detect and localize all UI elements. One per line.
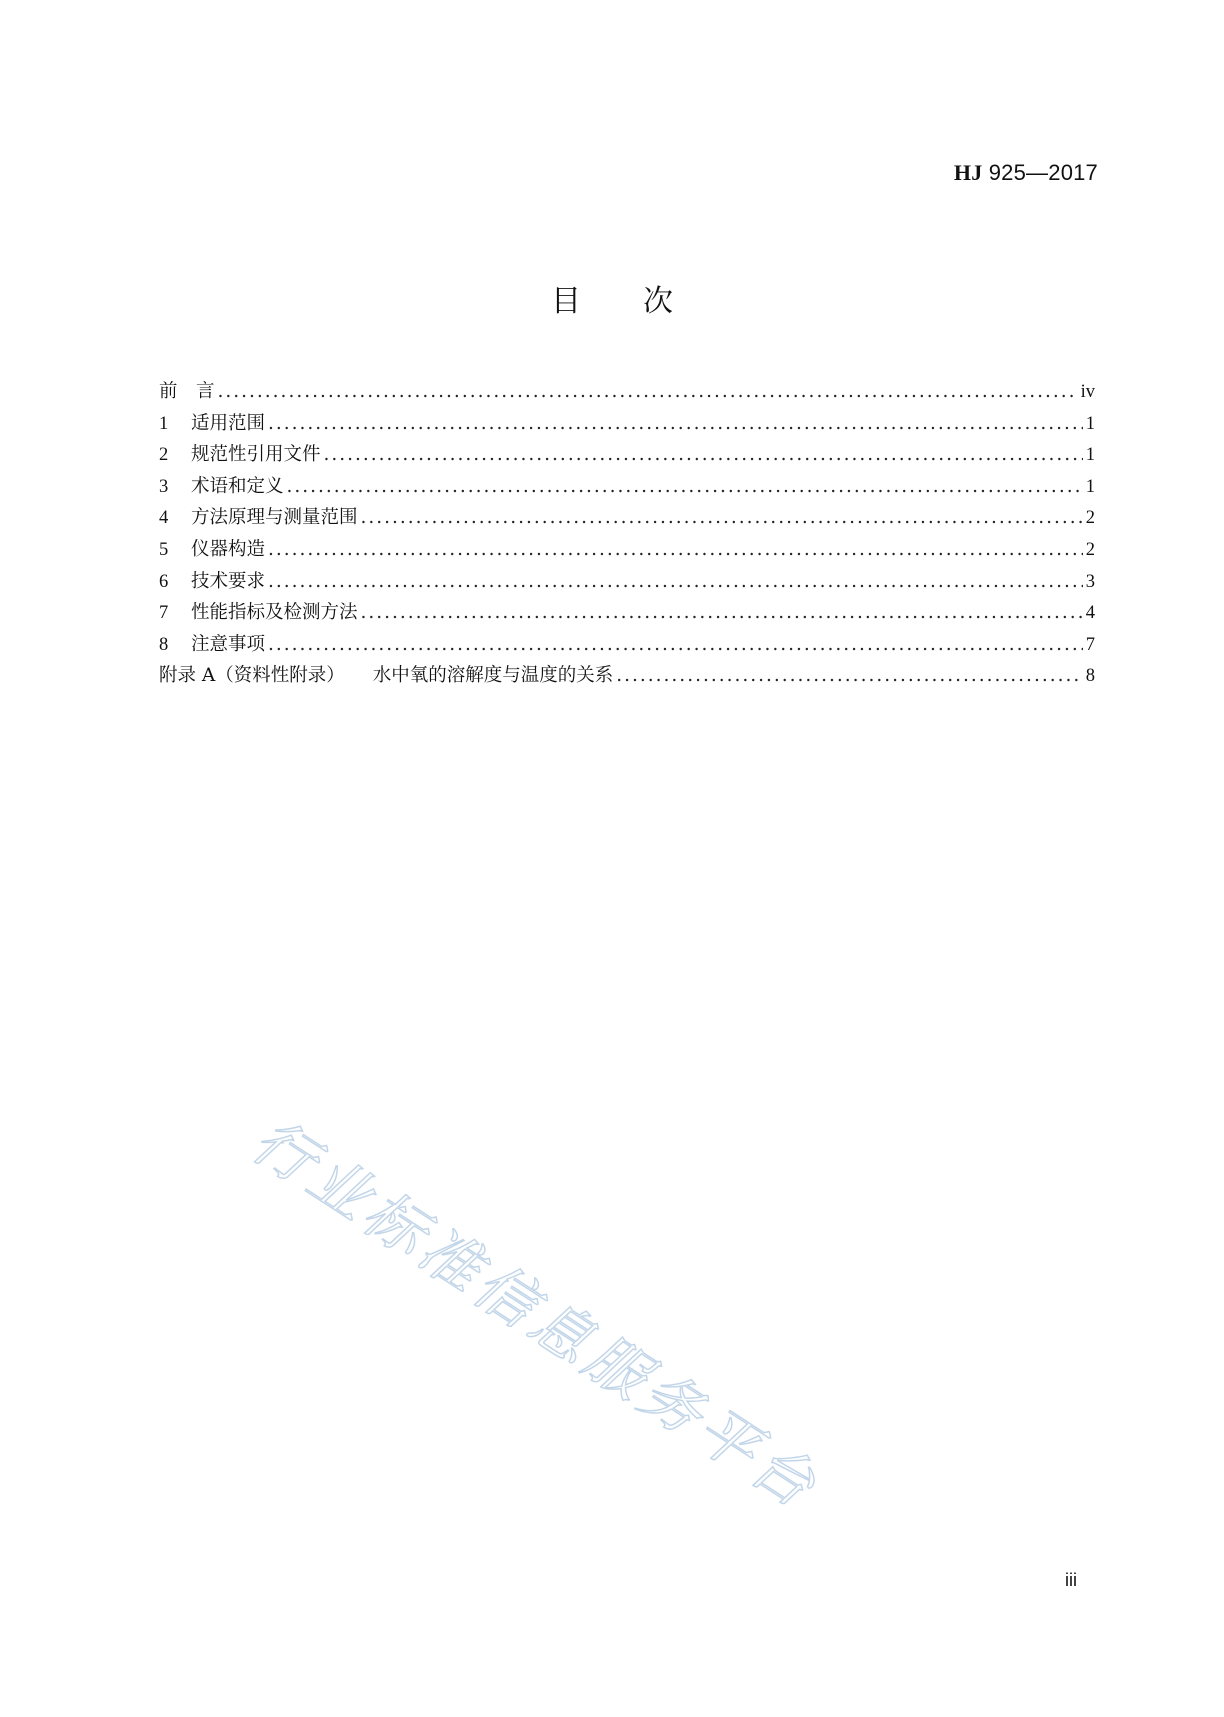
toc-leader-dots	[361, 502, 1083, 534]
toc-entry-number: 8	[159, 634, 169, 655]
toc-entry-1[interactable]	[159, 408, 1095, 440]
toc-entry-page: 1	[1085, 413, 1095, 434]
table-of-contents	[159, 376, 1095, 692]
toc-entry-page: 2	[1085, 508, 1095, 529]
toc-title-char-2: 次	[643, 284, 673, 319]
toc-entry-label: 方法原理与测量范围	[191, 507, 358, 529]
toc-leader-dots	[268, 534, 1083, 566]
standard-code-prefix: HJ	[953, 160, 983, 185]
standard-code-number: 925—2017	[982, 160, 1098, 185]
toc-entry-3[interactable]	[159, 471, 1095, 503]
toc-entry-7[interactable]	[159, 597, 1095, 629]
toc-entry-number: 4	[159, 508, 169, 529]
toc-entry-label: 注意事项	[191, 633, 266, 655]
toc-entry-page: 7	[1085, 634, 1095, 655]
toc-entry-number: 1	[159, 413, 169, 434]
toc-entry-2[interactable]	[159, 439, 1095, 471]
toc-leader-dots	[361, 597, 1083, 629]
toc-entry-subtitle: 水中氧的溶解度与温度的关系	[372, 665, 614, 687]
toc-leader-dots	[324, 439, 1083, 471]
toc-entry-label: 规范性引用文件	[191, 444, 321, 466]
toc-entry-label: 适用范围	[191, 412, 266, 434]
toc-entry-page: iv	[1080, 382, 1095, 402]
page-number: iii	[1065, 1570, 1077, 1590]
toc-entry-number: 5	[159, 539, 169, 560]
toc-entry-appendix-a[interactable]	[159, 660, 1095, 692]
toc-entry-5[interactable]	[159, 534, 1095, 566]
toc-leader-dots	[218, 376, 1078, 408]
toc-entry-number: 2	[159, 445, 169, 466]
toc-entry-label: 附录 A（资料性附录）	[159, 665, 345, 687]
toc-entry-label: 性能指标及检测方法	[191, 602, 358, 624]
watermark: 行业标准信息服务平台	[239, 1105, 832, 1525]
toc-title	[0, 276, 1224, 320]
toc-entry-label: 前 言	[159, 381, 215, 402]
toc-entry-page: 4	[1085, 603, 1095, 624]
toc-entry-number: 3	[159, 476, 169, 497]
toc-leader-dots	[268, 408, 1083, 440]
toc-leader-dots	[616, 660, 1082, 692]
toc-entry-page: 1	[1085, 445, 1095, 466]
toc-entry-page: 8	[1085, 666, 1095, 687]
toc-entry-number: 7	[159, 603, 169, 624]
toc-entry-label: 术语和定义	[191, 475, 284, 497]
toc-leader-dots	[268, 629, 1083, 661]
toc-leader-dots	[287, 471, 1083, 503]
toc-entry-number: 6	[159, 571, 169, 592]
toc-entry-page: 3	[1085, 571, 1095, 592]
toc-entry-label: 技术要求	[191, 570, 266, 592]
toc-entry-6[interactable]	[159, 566, 1095, 598]
toc-entry-page: 2	[1085, 539, 1095, 560]
toc-entry-8[interactable]	[159, 629, 1095, 661]
toc-title-char-1: 目	[551, 284, 581, 319]
toc-entry-foreword[interactable]	[159, 376, 1095, 408]
toc-leader-dots	[268, 566, 1083, 598]
toc-entry-4[interactable]	[159, 502, 1095, 534]
toc-entry-page: 1	[1085, 476, 1095, 497]
toc-entry-label: 仪器构造	[191, 538, 266, 560]
standard-code	[954, 160, 1098, 186]
